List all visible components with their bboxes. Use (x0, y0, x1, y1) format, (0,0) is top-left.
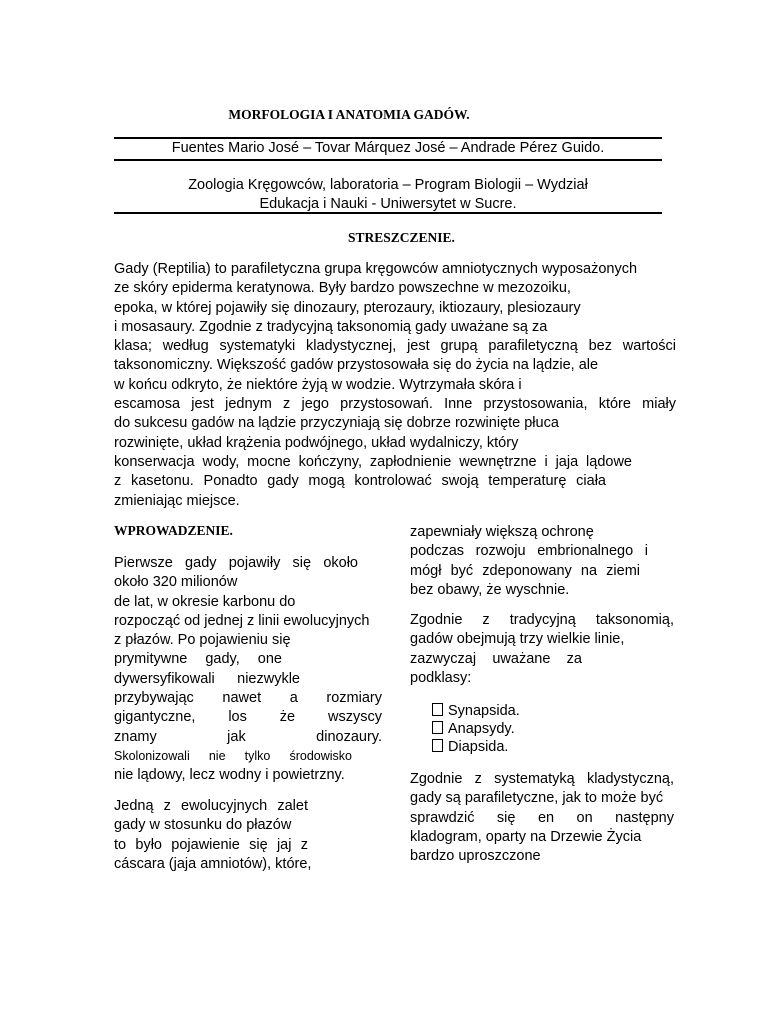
checkbox-glyph-icon (432, 721, 443, 734)
intro-line-text: Jedną z ewolucyjnych zalet (114, 798, 308, 814)
intro-line (114, 554, 358, 573)
right-line: gady są parafiletyczne, jak to może być (410, 790, 664, 807)
right-line: podklasy: (410, 669, 472, 686)
intro-line-text: Skolonizowali nie tylko środowisko (114, 748, 352, 763)
right-line (410, 542, 648, 561)
authors-rule (114, 159, 662, 161)
right-paragraph-3 (410, 770, 674, 866)
abstract-line: klasa; według systematyki kladystycznej, jest grupą parafiletyczną bez wartości (114, 338, 676, 355)
abstract-line (114, 453, 632, 472)
list-item (432, 720, 520, 738)
abstract-line-text: konserwacja wody, mocne kończyny, zapłodnienie wewnętrzne i jaja lądowe (114, 453, 632, 470)
document-title: MORFOLOGIA I ANATOMIA GADÓW. (228, 107, 470, 122)
intro-line: gigantyczne, los że wszyscy (114, 709, 382, 726)
intro-line-text: to było pojawienie się jaj z (114, 836, 308, 853)
abstract-line (114, 472, 606, 491)
abstract-line: epoka, w której pojawiły się dinozaury, pterozaury, iktiozaury, plesiozaury (114, 299, 581, 316)
right-line-text: zazwyczaj uważane za (410, 650, 582, 667)
abstract-paragraph (114, 260, 676, 511)
right-line: kladogram, oparty na Drzewie Życia (410, 828, 642, 845)
right-line-text: podczas rozwoju embrionalnego i (410, 543, 648, 560)
abstract-line: do sukcesu gadów na lądzie przyczyniają się dobrze rozwinięte płuca (114, 415, 559, 432)
intro-line: około 320 milionów (114, 574, 238, 591)
abstract-line: escamosa jest jednym z jego przystosowań. Inne przystosowania, które miały (114, 396, 676, 413)
intro-line (114, 836, 308, 855)
intro-line: de lat, w okresie karbonu do (114, 593, 296, 610)
intro-line (114, 670, 300, 689)
list-item-label: Anapsydy. (448, 721, 515, 737)
subclass-list (432, 702, 520, 756)
intro-line-text: dywersyfikowali niezwykle (114, 670, 300, 687)
right-line: Zgodnie z tradycyjną taksonomią, (410, 612, 674, 628)
title-rule (114, 137, 662, 139)
affiliation-line: Edukacja i Nauki - Uniwersytet w Sucre. (259, 196, 517, 212)
affiliation-line: Zoologia Kręgowców, laboratoria – Program Biologii – Wydział (188, 177, 588, 193)
list-item (432, 702, 520, 720)
abstract-line: Gady (Reptilia) to parafiletyczna grupa kręgowców amniotycznych wyposażonych (114, 261, 638, 277)
abstract-heading: STRESZCZENIE. (348, 230, 455, 245)
intro-line (114, 747, 352, 766)
right-line: bardzo uproszczone (410, 848, 541, 865)
right-line (410, 650, 582, 669)
intro-line-text: prymitywne gady, one (114, 651, 282, 668)
list-item (432, 738, 520, 756)
list-item-label: Diapsida. (448, 739, 509, 755)
checkbox-glyph-icon (432, 739, 443, 752)
intro-line: znamy jak dinozaury. (114, 728, 382, 745)
abstract-line: w końcu odkryto, że niektóre żyją w wodzie. Wytrzymała skóra i (114, 376, 522, 393)
abstract-line-text: z kasetonu. Ponadto gady mogą kontrolować swoją temperaturę ciała (114, 473, 606, 490)
intro-line: przybywając nawet a rozmiary (114, 690, 382, 707)
intro-line: nie lądowy, lecz wodny i powietrzny. (114, 767, 345, 784)
intro-line-text: Pierwsze gady pojawiły się około (114, 555, 358, 571)
right-line: gadów obejmują trzy wielkie linie, (410, 631, 625, 648)
list-item-label: Synapsida. (448, 703, 520, 719)
intro-line: cáscara (jaja amniotów), które, (114, 855, 312, 872)
abstract-line: rozwinięte, układ krążenia podwójnego, układ wydalniczy, który (114, 434, 519, 451)
intro-heading: WPROWADZENIE. (114, 523, 233, 538)
intro-line: rozpocząć od jednej z linii ewolucyjnych (114, 612, 370, 629)
intro-paragraph-2 (114, 797, 382, 874)
right-line-text: mógł być zdeponowany na ziemi (410, 562, 640, 579)
right-line: Zgodnie z systematyką kladystyczną, (410, 771, 674, 787)
right-line: zapewniały większą ochronę (410, 524, 594, 540)
right-paragraph-2 (410, 611, 674, 688)
intro-line (114, 797, 308, 816)
affiliation-rule (114, 212, 662, 214)
abstract-line: i mosasaury. Zgodnie z tradycyjną taksonomią gady uważane są za (114, 318, 548, 335)
intro-paragraph-1 (114, 554, 382, 786)
affiliation (114, 176, 662, 214)
intro-line: gady w stosunku do płazów (114, 817, 292, 834)
intro-line: z płazów. Po pojawieniu się (114, 632, 291, 649)
intro-line (114, 650, 282, 669)
right-line: sprawdzić się en on następny (410, 809, 674, 826)
checkbox-glyph-icon (432, 703, 443, 716)
right-paragraph-1 (410, 523, 674, 600)
authors-line: Fuentes Mario José – Tovar Márquez José – Andrade Pérez Guido. (171, 140, 605, 156)
abstract-line: taksonomiczny. Większość gadów przystosowała się do życia na lądzie, ale (114, 357, 599, 374)
right-line (410, 562, 640, 581)
abstract-line: zmieniając miejsce. (114, 492, 240, 509)
right-line: bez obawy, że wyschnie. (410, 581, 570, 598)
abstract-line: ze skóry epiderma keratynowa. Były bardzo powszechne w mezozoiku, (114, 280, 571, 297)
